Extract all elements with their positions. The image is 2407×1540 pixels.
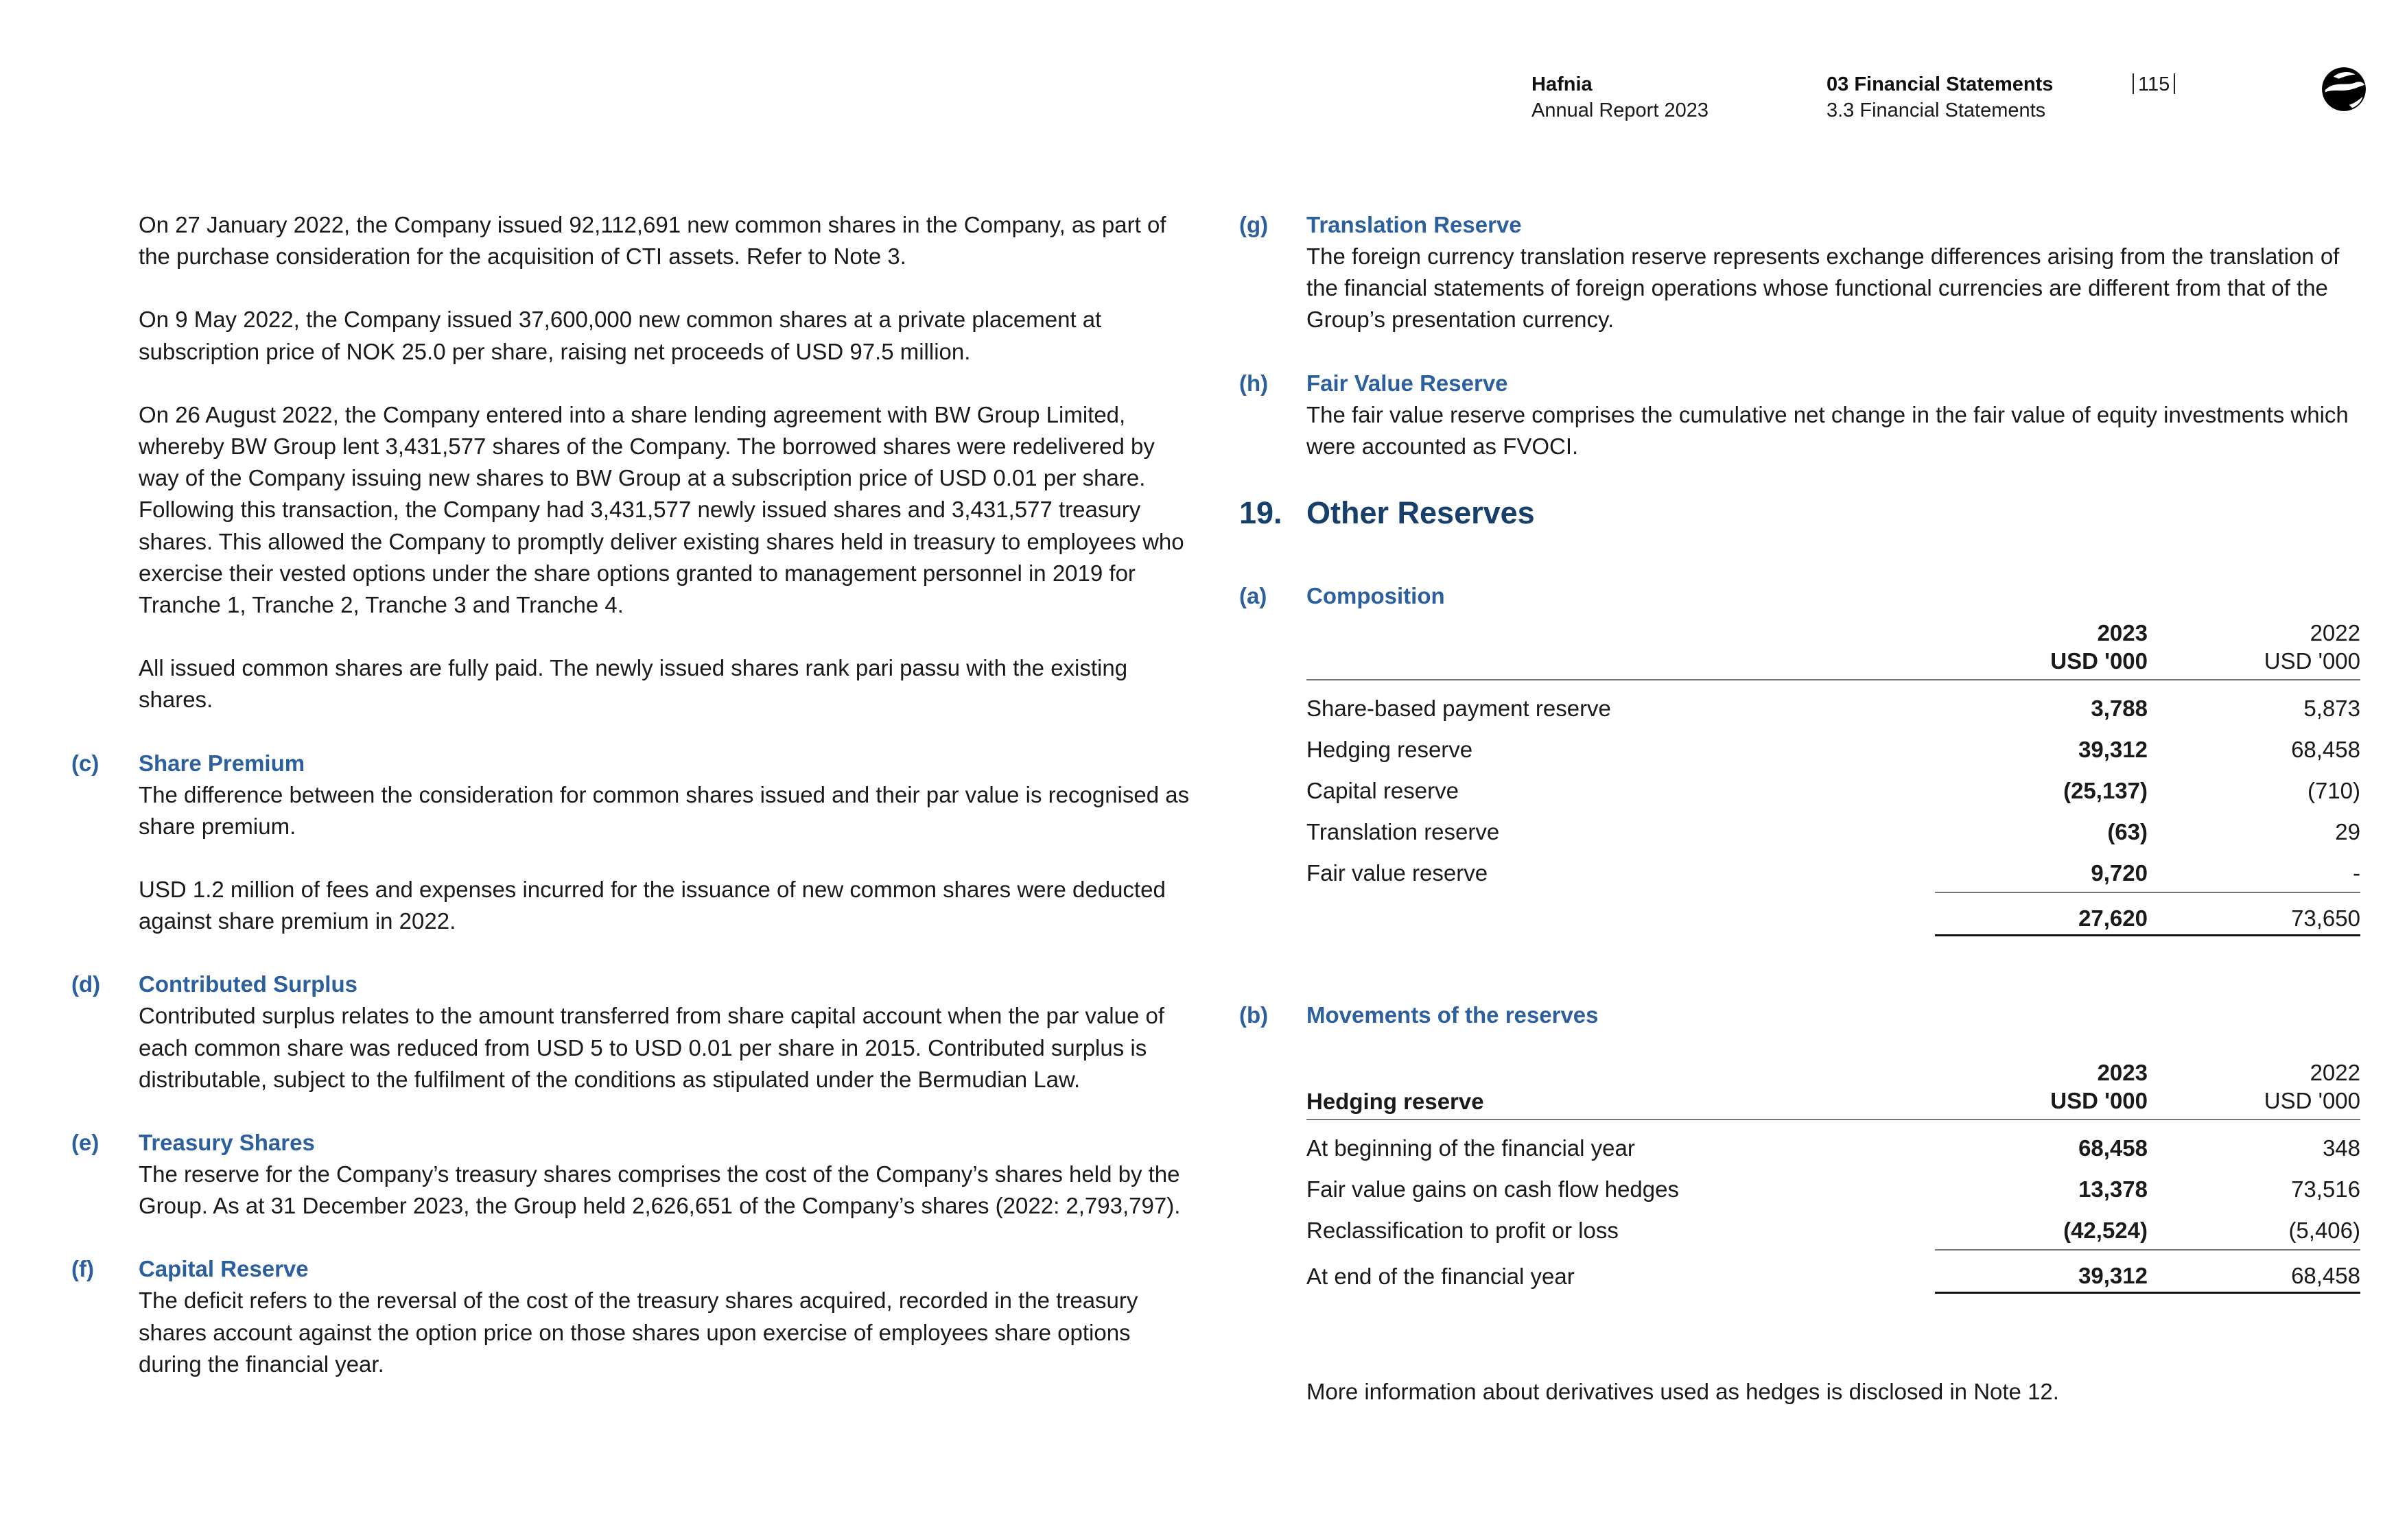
note-heading: [1239, 494, 2364, 532]
left-column: [71, 209, 1197, 1412]
col-year: 2022: [2310, 620, 2360, 646]
subchapter-title: 3.3 Financial Statements: [1827, 99, 2046, 121]
section-translation-reserve: [1239, 209, 2364, 336]
col-header-2023: [1935, 619, 2148, 675]
paragraph-fully-paid: All issued common shares are fully paid. The newly issued shares rank pari passu with the existing shares.: [139, 655, 1128, 713]
section-body: The deficit refers to the reversal of the cost of the treasury shares acquired, recorded in the treasury shares account against the option price on those shares upon exercise of employees share options during the financial year.: [139, 1288, 1138, 1377]
value-2022: 348: [2322, 1135, 2360, 1161]
table-row: [1306, 722, 2360, 763]
value-2022: (710): [2307, 778, 2360, 804]
section-letter: (f): [71, 1256, 94, 1282]
total-2023: 27,620: [2078, 905, 2148, 932]
section-treasury-shares: [71, 1127, 1197, 1222]
page-number: [2128, 71, 2179, 97]
row-label: Fair value reserve: [1306, 860, 1488, 886]
section-body: The fair value reserve comprises the cumulative net change in the fair value of equity investments which were accounted as FVOCI.: [1306, 401, 2349, 459]
value-2023: 39,312: [2078, 737, 2148, 763]
col-header-2023: [1935, 1058, 2148, 1115]
section-body: The foreign currency translation reserve represents exchange differences arising from the translation of the financial statements of foreign operations whose functional currencies are different from that of the Group’s presentation currency.: [1306, 244, 2340, 333]
footnote: More information about derivatives used as hedges is disclosed in Note 12.: [1306, 1379, 2059, 1405]
section-letter: (b): [1239, 1002, 1269, 1028]
section-capital-reserve: [71, 1253, 1197, 1380]
divider: [2133, 73, 2134, 94]
total-row: [1306, 1249, 2360, 1294]
table-row: [1306, 763, 2360, 804]
col-unit: USD '000: [2050, 1088, 2148, 1114]
col-unit: USD '000: [2264, 1088, 2360, 1114]
composition-table: [1306, 619, 2360, 936]
col-unit: USD '000: [2264, 648, 2360, 674]
table-row: [1306, 804, 2360, 845]
value-2023: 13,378: [2078, 1176, 2148, 1203]
value-2023: 68,458: [2078, 1135, 2148, 1161]
section-contributed-surplus: [71, 969, 1197, 1095]
section-letter: (e): [71, 1130, 99, 1156]
table-row: [1306, 845, 2360, 892]
value-2022: 73,516: [2291, 1176, 2360, 1203]
row-label: At end of the financial year: [1306, 1264, 1575, 1290]
section-fair-value-reserve: [1239, 368, 2364, 462]
total-2022: 68,458: [2291, 1263, 2360, 1289]
section-title: Treasury Shares: [139, 1130, 315, 1156]
value-2023: (63): [2107, 819, 2148, 845]
header-brand: [1531, 71, 1709, 123]
section-title: Fair Value Reserve: [1306, 370, 1508, 396]
section-title: Movements of the reserves: [1306, 1002, 1599, 1028]
col-year: 2022: [2310, 1060, 2360, 1086]
total-row: [1306, 892, 2360, 936]
table-header: [1306, 619, 2360, 680]
row-label: Hedging reserve: [1306, 737, 1473, 763]
col-header-2022: [2148, 1058, 2360, 1115]
col-year: 2023: [2097, 1060, 2148, 1086]
section-body: The difference between the consideration for common shares issued and their par value is recognised as share premium.: [139, 781, 1190, 839]
row-label: Fair value gains on cash flow hedges: [1306, 1176, 1679, 1203]
row-label: Translation reserve: [1306, 819, 1500, 845]
report-name: Annual Report 2023: [1531, 99, 1709, 121]
table-row: [1306, 1120, 2360, 1161]
section-letter: (a): [1239, 583, 1267, 609]
table-header: [1306, 1058, 2360, 1120]
note-number: 19.: [1239, 495, 1282, 531]
section-title: Composition: [1306, 583, 1445, 609]
section-title: Translation Reserve: [1306, 212, 1522, 237]
value-2022: -: [2353, 860, 2360, 886]
col-header-2022: [2148, 619, 2360, 675]
paragraph-private-placement: On 9 May 2022, the Company issued 37,600,000 new common shares at a private placement at subscription price of NOK 25.0 per share, raising net proceeds of USD 97.5 million.: [139, 307, 1102, 364]
section-letter: (h): [1239, 370, 1269, 396]
table-row: [1306, 1203, 2360, 1249]
table-label: Hedging reserve: [1306, 1089, 1484, 1115]
composition-heading: [1239, 580, 2364, 612]
section-title: Contributed Surplus: [139, 971, 357, 997]
header-section: [1827, 71, 2053, 123]
movements-table: [1306, 1058, 2360, 1294]
section-body: Contributed surplus relates to the amount transferred from share capital account when the par value of each common share was reduced from USD 5 to USD 0.01 per share in 2015. Contributed surplus is distributable, subject to the fulfilment of the conditions as stipulated under the Bermudian Law.: [139, 1003, 1164, 1092]
page-number-value: 115: [2138, 73, 2170, 95]
section-body: USD 1.2 million of fees and expenses incurred for the issuance of new common shares were deducted against share premium in 2022.: [139, 877, 1166, 934]
total-2023: 39,312: [2078, 1263, 2148, 1289]
section-letter: (d): [71, 971, 101, 997]
hafnia-logo-icon: [2318, 63, 2370, 115]
value-2022: 29: [2335, 819, 2360, 845]
section-title: Capital Reserve: [139, 1256, 309, 1282]
value-2023: 3,788: [2091, 696, 2148, 722]
movements-heading: [1239, 999, 2364, 1031]
table-row: [1306, 680, 2360, 722]
row-label: Share-based payment reserve: [1306, 696, 1611, 722]
chapter-title: 03 Financial Statements: [1827, 73, 2054, 95]
section-letter: (g): [1239, 212, 1269, 237]
divider: [2174, 73, 2175, 94]
brand-name: Hafnia: [1531, 73, 1593, 95]
note-title: Other Reserves: [1306, 495, 1535, 531]
section-share-premium: [71, 748, 1197, 938]
section-title: Share Premium: [139, 750, 305, 776]
value-2022: 5,873: [2303, 696, 2360, 722]
paragraph-cti-shares: On 27 January 2022, the Company issued 92,112,691 new common shares in the Company, as part of the purchase consideration for the acquisition of CTI assets. Refer to Note 3.: [139, 212, 1166, 270]
paragraph-share-lending: On 26 August 2022, the Company entered into a share lending agreement with BW Group Limited, whereby BW Group lent 3,431,577 shares of the Company. The borrowed shares were redelivered by way of the Company issuing new shares to BW Group at a subscription price of USD 0.01 per share. Following this transaction, the Company had 3,431,577 newly issued shares and 3,431,577 treasury shares. This allowed the Company to promptly deliver existing shares held in treasury to employees who exercise their vested options under the share options granted to management personnel in 2019 for Tranche 1, Tranche 2, Tranche 3 and Tranche 4.: [139, 401, 1184, 618]
row-label: Capital reserve: [1306, 778, 1459, 804]
section-letter: (c): [71, 750, 99, 776]
value-2023: 9,720: [2091, 860, 2148, 886]
row-label: At beginning of the financial year: [1306, 1135, 1635, 1161]
value-2023: (42,524): [2063, 1218, 2148, 1244]
table-row: [1306, 1161, 2360, 1203]
col-year: 2023: [2097, 620, 2148, 646]
right-column: [1239, 209, 2364, 1430]
section-body: The reserve for the Company’s treasury shares comprises the cost of the Company’s shares held by the Group. As at 31 December 2023, the Group held 2,626,651 of the Company’s shares (2022: 2,793,797).: [139, 1161, 1181, 1219]
total-2022: 73,650: [2291, 905, 2360, 932]
value-2022: 68,458: [2291, 737, 2360, 763]
value-2022: (5,406): [2288, 1218, 2360, 1244]
row-label: Reclassification to profit or loss: [1306, 1218, 1619, 1244]
col-unit: USD '000: [2050, 648, 2148, 674]
value-2023: (25,137): [2063, 778, 2148, 804]
